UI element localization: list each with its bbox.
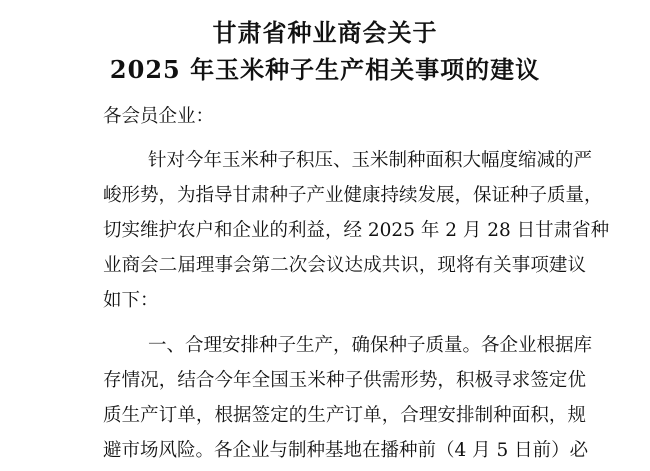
- paragraph-1-line-1: 针对今年玉米种子积压、玉米制种面积大幅度缩减的严: [148, 150, 593, 171]
- paragraph-2-line-3: 质生产订单，根据签定的生产订单，合理安排制种面积，规: [103, 405, 586, 426]
- paragraph-1-line-2: 峻形势，为指导甘肃种子产业健康持续发展，保证种子质量，: [103, 185, 603, 206]
- paragraph-1-line-3: 切实维护农户和企业的利益，经 2025 年 2 月 28 日甘肃省种: [103, 220, 610, 241]
- salutation: 各会员企业：: [103, 106, 215, 127]
- paragraph-2-line-4: 避市场风险。各企业与制种基地在播种前（4 月 5 日前）必: [103, 440, 589, 461]
- document-title-line-1: 甘肃省种业商会关于: [212, 18, 438, 47]
- document-title-line-2: 2025 年玉米种子生产相关事项的建议: [109, 55, 541, 84]
- paragraph-1-line-5: 如下：: [103, 290, 159, 311]
- paragraph-2-line-2: 存情况，结合今年全国玉米种子供需形势，积极寻求签定优: [103, 370, 586, 391]
- paragraph-1-line-4: 业商会二届理事会第二次会议达成共识，现将有关事项建议: [103, 255, 586, 276]
- paragraph-2-line-1: 一、合理安排种子生产，确保种子质量。各企业根据库: [148, 335, 593, 356]
